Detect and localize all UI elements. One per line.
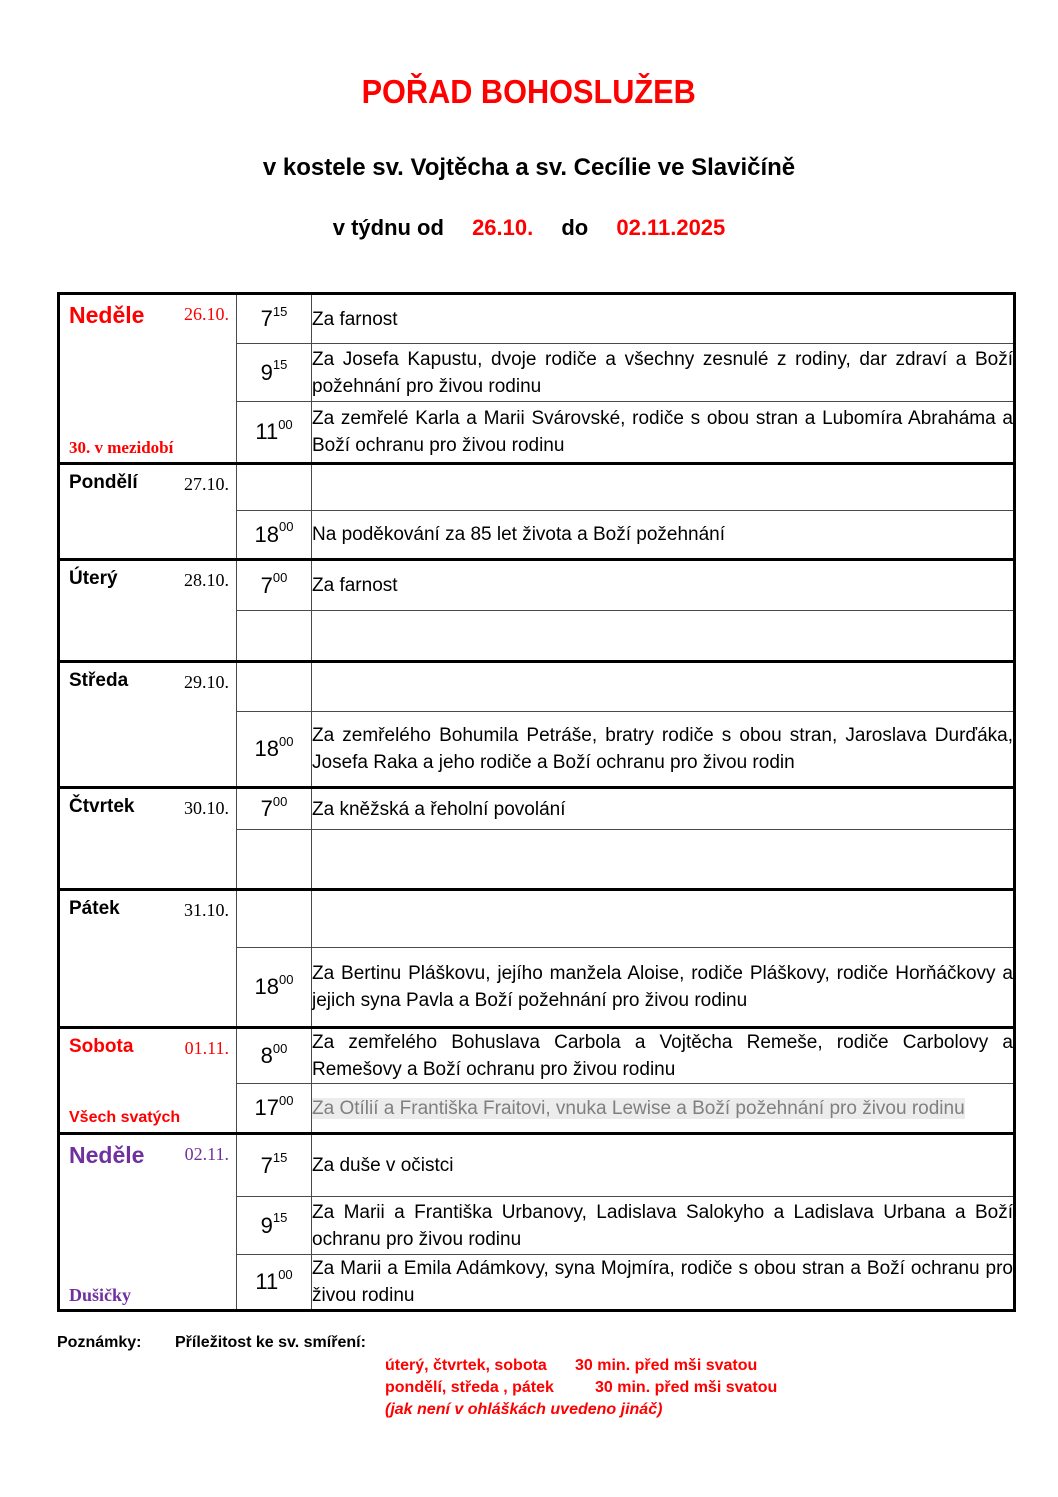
time-hour: 9 (260, 359, 273, 385)
intention-cell: Za farnost (312, 560, 1015, 611)
day-cell-wednesday (59, 662, 237, 788)
intention-cell (312, 830, 1015, 890)
day-cell-monday (59, 464, 237, 560)
time-cell (237, 890, 312, 948)
schedule-row (59, 464, 1015, 511)
time-minutes: 15 (272, 303, 288, 319)
time-cell (237, 830, 312, 890)
intention-cell: Za Bertinu Pláškovu, jejího manžela Aloise, rodiče Pláškovy, rodiče Horňáčkovy a jejich syna Pavla a Boží požehnání pro živou rodinu (312, 948, 1015, 1028)
time-minutes: 00 (279, 519, 294, 535)
day-cell-content (69, 1036, 229, 1128)
day-name: Úterý (69, 568, 118, 589)
day-cell-thursday (59, 788, 237, 890)
confession-label: Příležitost ke sv. smíření: (175, 1334, 366, 1351)
schedule-row (59, 662, 1015, 712)
time-cell (237, 611, 312, 662)
feast-label: 30. v mezidobí (69, 438, 174, 457)
confession-days: úterý, čtvrtek, sobota (385, 1357, 547, 1374)
time-cell (237, 948, 312, 1028)
intention-cell: Za duše v očistci (312, 1134, 1015, 1197)
notes-label: Poznámky: (57, 1334, 142, 1351)
confession-days: pondělí, středa , pátek (385, 1379, 554, 1396)
time-hour: 9 (260, 1212, 273, 1238)
week-mid: do (561, 215, 589, 240)
time-hour: 8 (260, 1043, 273, 1068)
confession-note: (jak není v ohláškách uvedeno jináč) (385, 1401, 663, 1418)
time-cell (237, 511, 312, 560)
time-hour: 18 (254, 521, 279, 547)
time-cell (237, 662, 312, 712)
day-date: 31.10. (184, 900, 229, 920)
time-hour: 18 (254, 736, 279, 761)
day-date: 02.11. (184, 1144, 229, 1164)
confession-line-2 (385, 1377, 1058, 1399)
day-cell-content (69, 796, 229, 884)
day-name: Pátek (69, 898, 120, 919)
time-cell (237, 560, 312, 611)
time-hour: 7 (260, 572, 273, 598)
time-cell (237, 1255, 312, 1311)
day-cell-content (69, 472, 229, 554)
feast-label: Dušičky (69, 1285, 132, 1305)
intention-cell: Za zemřelé Karla a Marii Svárovské, rodiče s obou stran a Lubomíra Abraháma a Boží ochranu pro živou rodinu (312, 402, 1015, 464)
week-range-line (0, 215, 1058, 241)
time-cell (237, 402, 312, 464)
footer-notes (57, 1333, 1058, 1421)
title-row (0, 0, 1058, 110)
confession-info: 30 min. před mši svatou (575, 1357, 758, 1374)
time-minutes: 15 (272, 1150, 288, 1166)
day-date: 27.10. (184, 474, 229, 494)
page-title: POŘAD BOHOSLUŽEB (361, 73, 697, 110)
time-cell (237, 788, 312, 830)
intention-cell: Za zemřelého Bohumila Petráše, bratry rodiče s obou stran, Jaroslava Durďáka, Josefa Raka a jeho rodiče a Boží ochranu pro živou rodin (312, 712, 1015, 788)
day-name: Středa (69, 670, 129, 691)
schedule-row (59, 1028, 1015, 1084)
time-cell (237, 712, 312, 788)
church-subtitle: v kostele sv. Vojtěcha a sv. Cecílie ve Slavičíně (262, 154, 796, 181)
day-cell-sunday-1 (59, 294, 237, 464)
time-cell (237, 344, 312, 402)
day-date: 01.11. (184, 1038, 229, 1058)
confession-times (385, 1355, 1058, 1421)
week-to-date: 02.11.2025 (616, 215, 726, 240)
time-minutes: 00 (272, 1040, 288, 1056)
intention-cell (312, 611, 1015, 662)
intention-cell (312, 1084, 1015, 1134)
time-cell (237, 464, 312, 511)
intention-cell (312, 890, 1015, 948)
week-prefix: v týdnu od (332, 215, 444, 240)
intention-cell (312, 662, 1015, 712)
time-hour: 7 (260, 306, 273, 331)
day-date: 28.10. (184, 570, 229, 590)
schedule-row (59, 560, 1015, 611)
time-cell (237, 294, 312, 344)
week-from-date: 26.10. (472, 215, 534, 240)
day-cell-content (69, 898, 229, 1022)
intention-cell: Na poděkování za 85 let života a Boží požehnání (312, 511, 1015, 560)
time-hour: 11 (255, 1269, 279, 1294)
time-cell (237, 1197, 312, 1255)
day-name: Čtvrtek (69, 796, 135, 817)
day-cell-content (69, 670, 229, 782)
intention-cell: Za Marii a Františka Urbanovy, Ladislava Salokyho a Ladislava Urbana a Boží ochranu pro živou rodinu (312, 1197, 1015, 1255)
schedule-row (59, 890, 1015, 948)
day-date: 29.10. (184, 672, 229, 692)
time-minutes: 00 (272, 570, 288, 586)
confession-line-1 (385, 1355, 1058, 1377)
day-name: Neděle (69, 1142, 145, 1168)
day-date: 30.10. (184, 798, 229, 818)
dimmed-intention-text: Za Otílií a Františka Fraitovi, vnuka Lewise a Boží požehnání pro živou rodinu (312, 1097, 965, 1119)
time-minutes: 00 (279, 733, 294, 749)
day-cell-content (69, 568, 229, 656)
day-cell-content (69, 1142, 229, 1305)
time-minutes: 00 (279, 1092, 294, 1108)
time-minutes: 00 (278, 1266, 293, 1282)
day-name: Pondělí (69, 472, 138, 493)
intention-cell (312, 464, 1015, 511)
time-cell (237, 1134, 312, 1197)
intention-cell: Za Josefa Kapustu, dvoje rodiče a všechny zesnulé z rodiny, dar zdraví a Boží požehnání pro živou rodinu (312, 344, 1015, 402)
day-cell-friday (59, 890, 237, 1028)
day-cell-saturday (59, 1028, 237, 1134)
intention-cell: Za farnost (312, 294, 1015, 344)
intention-cell: Za Marii a Emila Adámkovy, syna Mojmíra, rodiče s obou stran a Boží ochranu pro živou rodinu (312, 1255, 1015, 1311)
time-hour: 11 (255, 419, 279, 444)
intention-cell: Za kněžská a řeholní povolání (312, 788, 1015, 830)
schedule-table (57, 292, 1016, 1312)
day-date: 26.10. (184, 304, 229, 324)
time-hour: 18 (254, 974, 279, 999)
schedule-row (59, 1134, 1015, 1197)
day-cell-sunday-2 (59, 1134, 237, 1311)
time-hour: 17 (254, 1095, 279, 1120)
day-name: Neděle (69, 302, 145, 328)
time-minutes: 00 (278, 416, 293, 432)
time-cell (237, 1084, 312, 1134)
feast-label: Všech svatých (69, 1109, 181, 1126)
time-cell (237, 1028, 312, 1084)
time-minutes: 15 (272, 357, 288, 373)
notes-header-row (57, 1333, 1058, 1353)
day-name: Sobota (69, 1036, 134, 1057)
time-minutes: 15 (272, 1210, 288, 1226)
time-hour: 7 (260, 1152, 273, 1178)
schedule-row (59, 788, 1015, 830)
schedule-row (59, 294, 1015, 344)
time-minutes: 00 (272, 793, 288, 809)
intention-cell: Za zemřelého Bohuslava Carbola a Vojtěcha Remeše, rodiče Carbolovy a Remešovy a Boží ochranu pro živou rodinu (312, 1028, 1015, 1084)
time-minutes: 00 (279, 971, 294, 987)
time-hour: 7 (260, 796, 273, 821)
day-cell-content (69, 302, 229, 458)
day-cell-tuesday (59, 560, 237, 662)
confession-info: 30 min. před mši svatou (595, 1379, 778, 1396)
